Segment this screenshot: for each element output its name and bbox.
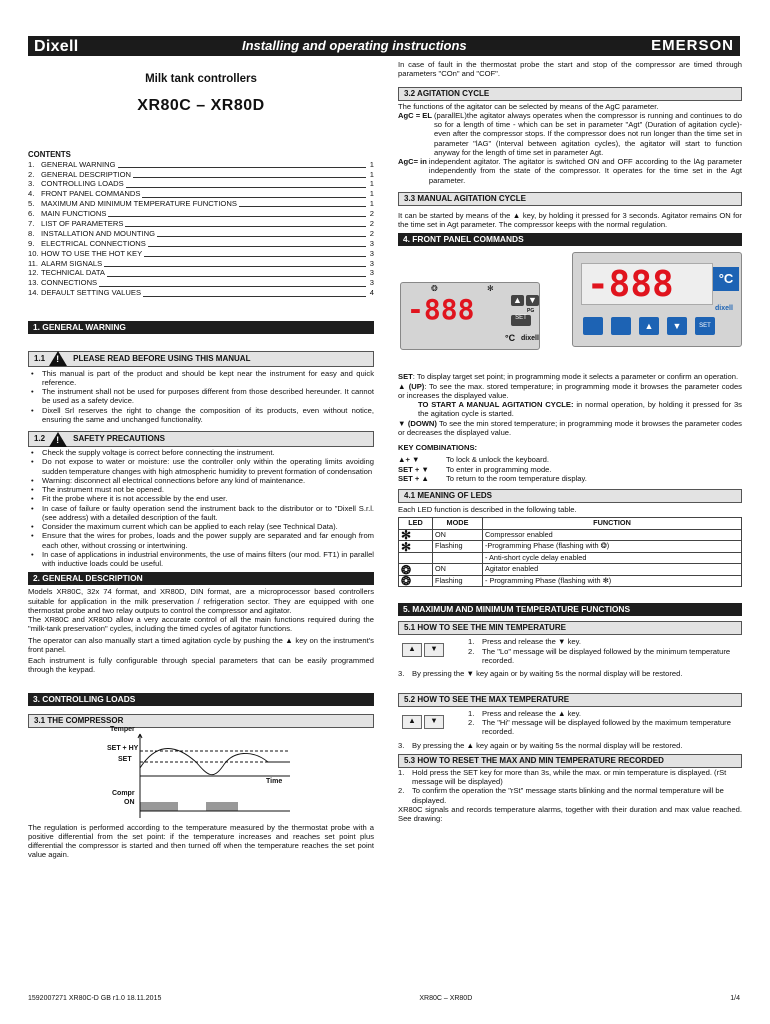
- list-item: • In case of applications in industrial environments, the use of mains filters (our mod. FT1) in parallel with inductive loads could be useful.: [28, 550, 374, 569]
- toc-page: 3: [369, 268, 374, 278]
- toc-number: 5.: [28, 199, 35, 209]
- min-temp-block: [398, 637, 742, 669]
- toc-leader: [108, 216, 366, 217]
- compressor-graph: [28, 725, 374, 823]
- reading-notes-list: [28, 369, 374, 425]
- step-item: [468, 637, 742, 646]
- footer-page: 1/4: [730, 995, 740, 1002]
- step-text: By pressing the ▲ key again or by waiting 5s the normal display will be restored.: [412, 740, 683, 750]
- step-number: 3.: [398, 669, 405, 679]
- toc-number: 6.: [28, 209, 35, 219]
- subsection-3-2-title: 3.2 AGITATION CYCLE: [398, 87, 742, 101]
- toc-row: [28, 248, 374, 258]
- graph-on-label: ON: [124, 798, 135, 806]
- toc-leader: [125, 226, 366, 227]
- toc-number: 9.: [28, 238, 35, 248]
- reset-paragraph: XR80C signals and records temperature alarms, together with their duration and max value reached. See drawing:: [398, 804, 742, 823]
- agitation-intro: The functions of the agitator can be selected by means of the AgC parameter.: [398, 101, 659, 111]
- key-combination-action: To lock & unlock the keyboard.: [446, 455, 549, 465]
- step-number: 1.: [468, 708, 475, 718]
- toc-row: [28, 238, 374, 248]
- toc-label: INSTALLATION AND MOUNTING: [41, 228, 156, 238]
- led-table-row: [399, 541, 742, 553]
- toc-number: 3.: [28, 179, 35, 189]
- toc-label: ELECTRICAL CONNECTIONS: [41, 238, 146, 248]
- led-mode: Flashing: [433, 541, 483, 553]
- key-combination-action: To enter in programming mode.: [446, 464, 552, 474]
- list-item: • Dixell Srl reserves the right to change the composition of its products, even without notice, ensuring the same and unchanged functionality.: [28, 406, 374, 425]
- down-key-icon: ▼: [398, 418, 406, 428]
- leds-intro: Each LED function is described in the following table.: [398, 505, 577, 514]
- toc-heading: CONTENTS: [28, 149, 71, 159]
- toc-label: TECHNICAL DATA: [41, 268, 105, 278]
- step-number: 3.: [398, 740, 405, 750]
- key-combination-keys: SET + ▲: [398, 473, 429, 483]
- led-table-header: MODE: [433, 518, 483, 530]
- up-key-icon: ▲: [285, 635, 294, 645]
- toc-number: 7.: [28, 219, 35, 229]
- toc-page: 3: [369, 238, 374, 248]
- led-table-header: LED: [399, 518, 433, 530]
- toc-number: 12.: [28, 268, 39, 278]
- subsection-3-3-title: 3.3 MANUAL AGITATION CYCLE: [398, 192, 742, 206]
- toc-row: [28, 218, 374, 228]
- up-button[interactable]: ▲: [639, 317, 659, 335]
- front-panel-images: [398, 252, 742, 372]
- min-key-illustration: [398, 637, 468, 669]
- toc-page: 3: [369, 278, 374, 288]
- description-p3: The operator can also manually start a timed agitation cycle by pushing the ▲ key on the instrument's front panel.: [28, 635, 374, 654]
- toc-leader: [143, 296, 366, 297]
- step-text: By pressing the ▼ key again or by waiting 5s the normal display will be restored.: [412, 669, 683, 679]
- toc-number: 4.: [28, 189, 35, 199]
- toc-leader: [157, 236, 366, 237]
- toc-leader: [148, 246, 366, 247]
- graph-time-label: Time: [266, 777, 283, 785]
- toc-label: GENERAL DESCRIPTION: [41, 169, 132, 179]
- toc-label: GENERAL WARNING: [41, 159, 116, 169]
- led-table-header: FUNCTION: [483, 518, 742, 530]
- toc-page: 3: [369, 248, 374, 258]
- max-temp-step-3: [398, 741, 742, 750]
- list-item: • Warning: disconnect all electrical connections before any kind of maintenance.: [28, 476, 374, 485]
- doc-subtitle: Milk tank controllers: [145, 73, 257, 85]
- max-key-illustration: [398, 709, 468, 741]
- key-combination-action: To return to the room temperature display.: [446, 473, 587, 483]
- step-text: The "Lo" message will be displayed followed by the minimum temperature recorded.: [482, 646, 731, 665]
- description-p1: Models XR80C, 32x 74 format, and XR80D, DIN format, are a microprocessor based controllers suitable for application in the milk preservation / refrigeration sector. They are equipped with one thermostat probe and two relay outputs to control the compressor and agitator.: [28, 587, 374, 615]
- section-2-title: 2. GENERAL DESCRIPTION: [28, 572, 374, 585]
- toc-page: 2: [369, 228, 374, 238]
- subsection-5-1-title: 5.1 HOW TO SEE THE MIN TEMPERATURE: [398, 621, 742, 635]
- step-item: [398, 768, 742, 787]
- toc-page: 1: [369, 159, 374, 169]
- toc-row: [28, 159, 374, 169]
- footer-model: XR80C – XR80D: [419, 995, 473, 1002]
- step-item: [468, 709, 742, 718]
- toc-label: CONNECTIONS: [41, 278, 98, 288]
- up-key-icon: ▲: [402, 715, 422, 729]
- led-icon: ✻: [399, 541, 433, 553]
- led-mode: Flashing: [433, 575, 483, 587]
- xr80c-panel: [400, 282, 540, 350]
- step-item: [468, 647, 742, 666]
- dixell-logo: Dixell: [34, 38, 79, 55]
- key-combinations-list: [398, 455, 742, 483]
- list-item: • Check the supply voltage is correct before connecting the instrument.: [28, 448, 374, 457]
- reset-steps: [398, 768, 742, 805]
- down-button[interactable]: ▼: [667, 317, 687, 335]
- down-key-icon: ▼: [424, 643, 444, 657]
- toc-page: 1: [369, 189, 374, 199]
- toc-number: 13.: [28, 278, 39, 288]
- key-combination-keys: SET + ▼: [398, 464, 429, 474]
- toc-leader: [239, 206, 366, 207]
- step-number: 2.: [468, 646, 475, 656]
- step-number: 1.: [468, 637, 475, 647]
- warning-icon: [49, 351, 67, 366]
- led-function: Agitator enabled: [483, 564, 742, 576]
- step-item: [398, 786, 742, 805]
- key-combination: [398, 474, 742, 483]
- safety-list: [28, 448, 374, 568]
- toc-leader: [126, 187, 366, 188]
- toc-page: 4: [369, 288, 374, 298]
- down-key-icon: ▼: [424, 715, 444, 729]
- up-manual-description: TO START A MANUAL AGITATION CYCLE: in normal operation, by holding it pressed for 3s the agitation cycle is started.: [418, 400, 742, 419]
- toc-row: [28, 179, 374, 189]
- set-button[interactable]: SET: [511, 315, 531, 326]
- toc-number: 1.: [28, 159, 35, 169]
- toc-page: 1: [369, 169, 374, 179]
- panel-button-2[interactable]: [611, 317, 631, 335]
- toc-page: 3: [369, 258, 374, 268]
- list-item: • Consider the maximum current which can be applied to each relay (see Technical Data).: [28, 522, 374, 531]
- step-item: [398, 741, 742, 750]
- max-temp-block: [398, 709, 742, 741]
- subsection-4-1-title: 4.1 MEANING OF LEDS: [398, 489, 742, 503]
- toc-row: [28, 208, 374, 218]
- led-icon: ✻: [399, 529, 433, 541]
- toc-leader: [142, 197, 366, 198]
- toc-label: FRONT PANEL COMMANDS: [41, 189, 141, 199]
- up-description: ▲ (UP): To see the max. stored temperature; in programming mode it browses the parameter codes or increases the displayed value.: [398, 381, 742, 400]
- key-combinations-title: KEY COMBINATIONS:: [398, 443, 478, 452]
- unit-label: °C: [505, 333, 516, 344]
- toc-row: [28, 199, 374, 209]
- max-temp-steps: [468, 709, 742, 741]
- compressor-graph-svg: [28, 725, 374, 823]
- toc-leader: [118, 167, 366, 168]
- toc-row: [28, 258, 374, 268]
- toc-leader: [99, 286, 366, 287]
- description-p2: The XR80C and XR80D allow a very accurate control of all the main functions required during the "milk-tank preservation" cycles, including the timed cycles of agitator functions.: [28, 615, 374, 634]
- list-item: • This manual is part of the product and should be kept near the instrument for easy and quick reference.: [28, 369, 374, 388]
- section-4-title: 4. FRONT PANEL COMMANDS: [398, 233, 742, 246]
- led-mode: ON: [433, 564, 483, 576]
- subsection-number: 1.1: [34, 353, 46, 363]
- toc-label: LIST OF PARAMETERS: [41, 219, 124, 229]
- subsection-number: 1.2: [34, 434, 46, 444]
- subsection-1-2: [28, 431, 374, 447]
- xr80d-display: -888: [587, 264, 674, 306]
- set-button[interactable]: SET: [695, 317, 715, 335]
- list-item: • The instrument must not be opened.: [28, 485, 374, 494]
- toc-number: 10.: [28, 248, 39, 258]
- step-text: To confirm the operation the "rSt" message starts blinking and the normal temperature will be displayed.: [412, 786, 724, 805]
- section-3-title: 3. CONTROLLING LOADS: [28, 693, 374, 706]
- toc-label: MAXIMUM AND MINIMUM TEMPERATURE FUNCTIONS: [41, 199, 237, 209]
- led-table-row: [399, 552, 742, 564]
- panel-brand: dixell: [715, 305, 733, 313]
- led-function: - Anti-short cycle delay enabled: [483, 552, 742, 564]
- xr80c-display: -888: [407, 293, 475, 327]
- page-header: [28, 36, 740, 56]
- led-icon: ❂: [399, 564, 433, 576]
- min-temp-step-3: [398, 669, 742, 678]
- toc-label: DEFAULT SETTING VALUES: [41, 288, 142, 298]
- toc-row: [28, 228, 374, 238]
- right-column: [398, 60, 742, 823]
- section-1-title: 1. GENERAL WARNING: [28, 321, 374, 334]
- footer-doc-code: 1592007271 XR80C-D GB r1.0 18.11.2015: [28, 995, 162, 1002]
- up-key-icon: ▲: [398, 381, 407, 391]
- toc-page: 1: [369, 199, 374, 209]
- pg-label: PG: [527, 308, 535, 315]
- panel-button-1[interactable]: [583, 317, 603, 335]
- step-text: Press and release the ▼ key.: [482, 637, 581, 647]
- warning-icon: [49, 432, 67, 447]
- subsection-title: SAFETY PRECAUTIONS: [73, 434, 165, 444]
- subsection-5-2-title: 5.2 HOW TO SEE THE MAX TEMPERATURE: [398, 693, 742, 707]
- list-item: • In case of failure or faulty operation send the instrument back to the distributor or to "Dixell S.r.l. (see address) with a detailed description of the fault.: [28, 504, 374, 523]
- toc-label: HOW TO USE THE HOT KEY: [41, 248, 143, 258]
- toc-page: 2: [369, 209, 374, 219]
- graph-compr-label: Compr: [112, 789, 135, 797]
- led-table-row: [399, 564, 742, 576]
- key-combination: [398, 455, 742, 464]
- list-item: • Do not expose to water or moisture: use the controller only within the operating limits avoiding sudden temperature changes with high atmospheric humidity to prevent formation of condensation: [28, 457, 374, 476]
- table-of-contents: [28, 159, 374, 297]
- graph-set-hy-label: SET + HY: [107, 744, 139, 752]
- toc-row: [28, 278, 374, 288]
- graph-set-label: SET: [118, 755, 132, 763]
- toc-row: [28, 189, 374, 199]
- step-number: 2.: [468, 717, 475, 727]
- xr80d-panel: [572, 252, 742, 347]
- key-combination: [398, 465, 742, 474]
- step-text: Hold press the SET key for more than 3s, while the max. or min temperature is displayed. (rSt message will be displayed): [412, 767, 727, 786]
- list-item: • Ensure that the wires for probes, loads and the power supply are separated and far enough from each other, without crossing or intertwining.: [28, 531, 374, 550]
- step-item: [468, 718, 742, 737]
- up-key-icon: ▲: [402, 643, 422, 657]
- step-text: The "Hi" message will be displayed followed by the maximum temperature recorded.: [482, 717, 731, 736]
- min-temp-steps: [468, 637, 742, 669]
- agitator-led-icon: ❂: [431, 284, 438, 294]
- toc-number: 8.: [28, 228, 35, 238]
- subsection-1-1: [28, 351, 374, 367]
- led-function: -Programming Phase (flashing with ❂): [483, 541, 742, 553]
- toc-label: MAIN FUNCTIONS: [41, 209, 107, 219]
- key-combination-keys: ▲+ ▼: [398, 455, 420, 465]
- compressor-paragraph: The regulation is performed according to the temperature measured by the thermostat probe with a positive differential from the set point: if the temperature increases and reaches set point plus differential the compressor is started and then turned off when the temperature reaches the set point value again.: [28, 822, 374, 860]
- led-icon: ❂: [399, 575, 433, 587]
- led-table-row: [399, 529, 742, 541]
- header-title: Installing and operating instructions: [242, 38, 467, 53]
- down-description: ▼ (DOWN) To see the min stored temperature; in programming mode it browses the parameter codes or decreases the displayed value.: [398, 418, 742, 437]
- toc-row: [28, 268, 374, 278]
- description-p4: Each instrument is fully configurable through special parameters that can be easily programmed through the keypad.: [28, 656, 374, 675]
- up-key-icon: ▲: [512, 210, 521, 220]
- led-mode: ON: [433, 529, 483, 541]
- step-number: 2.: [398, 786, 405, 796]
- toc-leader: [107, 276, 366, 277]
- toc-page: 2: [369, 219, 374, 229]
- compressor-led-icon: ✻: [487, 284, 494, 294]
- step-number: 1.: [398, 767, 405, 777]
- section-5-title: 5. MAXIMUM AND MINIMUM TEMPERATURE FUNCTIONS: [398, 603, 742, 616]
- toc-page: 1: [369, 179, 374, 189]
- toc-number: 14.: [28, 288, 39, 298]
- led-function: Compressor enabled: [483, 529, 742, 541]
- panel-brand: dixell: [521, 335, 539, 343]
- subsection-3-1-title: 3.1 THE COMPRESSOR: [28, 714, 374, 728]
- set-description: SET: To display target set point; in programming mode it selects a parameter or confirm an operation.: [398, 372, 739, 382]
- toc-leader: [144, 256, 366, 257]
- doc-title: XR80C – XR80D: [137, 97, 265, 115]
- toc-label: ALARM SIGNALS: [41, 258, 103, 268]
- graph-temp-label: Temper: [110, 725, 135, 733]
- up-button[interactable]: ▲: [511, 295, 524, 306]
- down-button[interactable]: ▼: [526, 295, 539, 306]
- toc-leader: [133, 177, 366, 178]
- toc-row: [28, 288, 374, 298]
- unit-badge: °C: [713, 267, 739, 291]
- list-item: • The instrument shall not be used for purposes different from those described hereunder. It cannot be used as a safety device.: [28, 387, 374, 406]
- left-column: [28, 60, 374, 860]
- toc-row: [28, 169, 374, 179]
- led-function: - Programming Phase (flashing with ✻): [483, 575, 742, 587]
- page-footer: [28, 995, 740, 1004]
- emerson-logo: EMERSON: [651, 37, 734, 54]
- led-table-row: [399, 575, 742, 587]
- step-text: Press and release the ▲ key.: [482, 708, 581, 718]
- agc-el-item: AgC = EL (parallEL)the agitator always operates when the compressor is running and continues to do so for a length of time - which can be set in parameter "Agt" (Duration of agitation cycle)- even after the compressor stops. If the compressor does not run longer than the time set in parameter "lAG" (Interval between agitation cycles), the agitator will start to function anyway for the length of time set in parameter Agt.: [398, 110, 742, 157]
- step-item: [398, 669, 742, 678]
- led-table: [398, 517, 742, 587]
- toc-leader: [104, 266, 366, 267]
- led-mode: [433, 552, 483, 564]
- toc-label: CONTROLLING LOADS: [41, 179, 124, 189]
- list-item: • Fit the probe where it is not accessible by the end user.: [28, 494, 374, 503]
- agc-in-item: AgC= in independent agitator. The agitator is switched ON and OFF according to the lAg parameter independently from the state of the compressor. It operates for the time set in the Agt parameter.: [398, 157, 742, 185]
- probe-fault-paragraph: In case of fault in the thermostat probe the start and stop of the compressor are timed through parameters "COn" and "COF".: [398, 60, 742, 79]
- manual-agitation-paragraph: It can be started by means of the ▲ key, by holding it pressed for 3 seconds. Agitator remains ON for the time set in Agt parameter. The compressor keeps with the normal regulation.: [398, 210, 742, 229]
- subsection-5-3-title: 5.3 HOW TO RESET THE MAX AND MIN TEMPERATURE RECORDED: [398, 754, 742, 768]
- toc-number: 11.: [28, 258, 38, 268]
- subsection-title: PLEASE READ BEFORE USING THIS MANUAL: [73, 353, 251, 363]
- toc-number: 2.: [28, 169, 35, 179]
